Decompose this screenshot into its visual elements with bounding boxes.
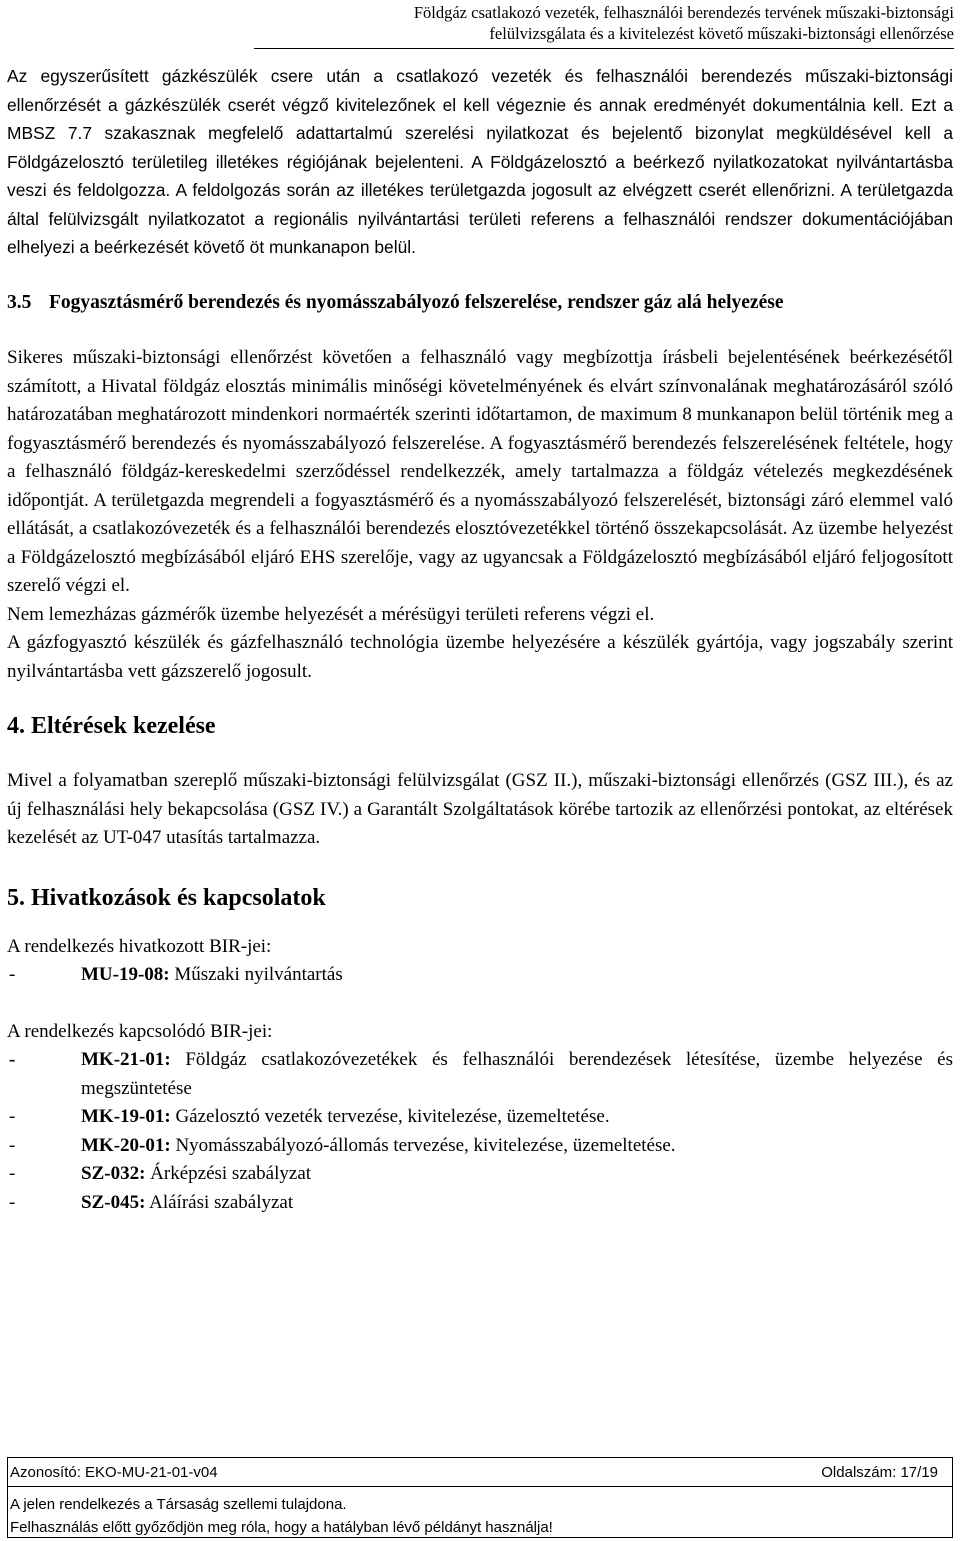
document-identifier: Azonosító: EKO-MU-21-01-v04 <box>10 1463 218 1481</box>
related-bir-item <box>7 1160 953 1189</box>
section-4-heading: 4. Eltérések kezelése <box>7 713 216 739</box>
page-number: Oldalszám: 17/19 <box>821 1463 938 1481</box>
section-3-5-paragraph-2: Nem lemezházas gázmérők üzembe helyezését a mérésügyi területi referens végzi el. <box>7 603 655 625</box>
bir-code: MK-21-01: <box>81 1049 171 1070</box>
bir-title: Nyomásszabályozó-állomás tervezése, kivitelezése, üzemeltetése. <box>170 1134 676 1156</box>
related-bir-item <box>7 1103 953 1132</box>
section-3-5-number: 3.5 <box>7 291 32 313</box>
list-dash: - <box>9 1134 16 1156</box>
header-title-line2: felülvizsgálata és a kivitelezést követő műszaki-biztonsági ellenőrzése <box>489 24 954 43</box>
bir-code: MK-20-01: <box>81 1134 171 1156</box>
related-bir-item <box>7 1189 953 1218</box>
bir-title: Árképzési szabályzat <box>145 1163 312 1184</box>
related-bir-label: A rendelkezés kapcsolódó BIR-jei: <box>7 1020 273 1042</box>
list-dash: - <box>9 1049 16 1070</box>
section-3-5-paragraph-3: A gázfogyasztó készülék és gázfelhasználó technológia üzembe helyezésére a készülék gyártója, vagy jogszabály szerint nyilvántartásba vett gázszerelő jogosult. <box>7 632 953 682</box>
ownership-notice: A jelen rendelkezés a Társaság szellemi tulajdona. <box>10 1496 347 1513</box>
bir-code: SZ-045: <box>81 1191 146 1213</box>
list-dash: - <box>9 1106 16 1127</box>
section-5-heading: 5. Hivatkozások és kapcsolatok <box>7 884 326 911</box>
bir-title: Földgáz csatlakozóvezetékek és felhasználói berendezések létesítése, üzembe helyezése és megszüntetése <box>81 1049 953 1099</box>
validity-notice: Felhasználás előtt győződjön meg róla, hogy a hatályban lévő példányt használja! <box>10 1519 553 1536</box>
bir-code: MK-19-01: <box>81 1106 171 1127</box>
intro-paragraph: Az egyszerűsített gázkészülék csere után a csatlakozó vezeték és felhasználói berendezés műszaki-biztonsági ellenőrzését a gázkészülék cserét végző kivitelezőnek el kell végeznie és annak eredményét dokumentálnia kell. Ezt a MBSZ 7.7 szakasznak megfelelő adattartalmú szerelési nyilatkozat és bejelentő bizonylat megküldésével kell a Földgázelosztó területileg illetékes régiójának bejelenteni. A Földgázelosztó a beérkező nyilatkozatokat nyilvántartásba veszi és feldolgozza. A feldolgozás során az illetékes területgazda jogosult az elvégzett cserét ellenőrizni. A területgazda által felülvizsgált nyilatkozatot a regionális nyilvántartási területi referens a felhasználói rendszer dokumentációjában elhelyezi a beérkezését követő öt munkanapon belül. <box>7 66 953 257</box>
page-footer <box>7 1457 953 1538</box>
related-bir-item <box>7 1046 953 1103</box>
bir-code: SZ-032: <box>81 1163 146 1184</box>
page-header <box>254 2 954 49</box>
footer-id-row <box>8 1458 952 1487</box>
footer-notice <box>8 1487 952 1539</box>
section-3-5-heading <box>7 289 953 318</box>
section-4-paragraph: Mivel a folyamatban szereplő műszaki-biztonsági felülvizsgálat (GSZ II.), műszaki-biztonsági ellenőrzés (GSZ III.), és az új felhasználási hely bekapcsolása (GSZ IV.) a Garantált Szolgáltatások körébe tartozik az ellenőrzési pontokat, az eltérések kezelését az UT-047 utasítás tartalmazza. <box>7 770 953 848</box>
bir-title: Gázelosztó vezeték tervezése, kivitelezése, üzemeltetése. <box>170 1106 610 1127</box>
document-body <box>7 62 953 1217</box>
list-dash: - <box>9 964 16 985</box>
section-3-5-title: Fogyasztásmérő berendezés és nyomásszabályozó felszerelése, rendszer gáz alá helyezése <box>49 291 784 313</box>
list-dash: - <box>9 1191 16 1213</box>
section-3-5-paragraph-1: Sikeres műszaki-biztonsági ellenőrzést követően a felhasználó vagy megbízottja írásbeli bejelentésének beérkezésétől számított, a Hivatal földgáz elosztás minimális minőségi követelményének és elvárt színvonalának meghatározásáról szóló határozatában meghatározott mindenkori normaérték szerinti időtartamon, de maximum 8 munkanapon belül történik meg a fogyasztásmérő berendezés és nyomásszabályozó felszerelése. A fogyasztásmérő berendezés felszerelésének feltétele, hogy a felhasználó földgáz-kereskedelmi szerződéssel rendelkezzék, amely tartalmazza a földgáz vételezés megkezdésének időpontját. A területgazda megrendeli a fogyasztásmérő és a nyomásszabályozó felszerelését, biztonsági záró elemmel való ellátását, a csatlakozóvezeték és a felhasználói berendezés elosztóvezetékkel történő összekapcsolását. Az üzembe helyezést a Földgázelosztó megbízásából eljáró EHS szerelője, vagy az ugyancsak a Földgázelosztó megbízásából eljáró feljogosított szerelő végzi el. <box>7 347 953 596</box>
bir-title: Műszaki nyilvántartás <box>169 964 343 985</box>
related-bir-item <box>7 1132 953 1161</box>
list-dash: - <box>9 1163 16 1184</box>
header-title-line1: Földgáz csatlakozó vezeték, felhasználói berendezés tervének műszaki-biztonsági <box>413 3 954 22</box>
bir-title: Aláírási szabályzat <box>145 1191 294 1213</box>
bir-code: MU-19-08: <box>81 964 170 985</box>
referenced-bir-item <box>7 961 953 990</box>
referenced-bir-label: A rendelkezés hivatkozott BIR-jei: <box>7 935 272 957</box>
